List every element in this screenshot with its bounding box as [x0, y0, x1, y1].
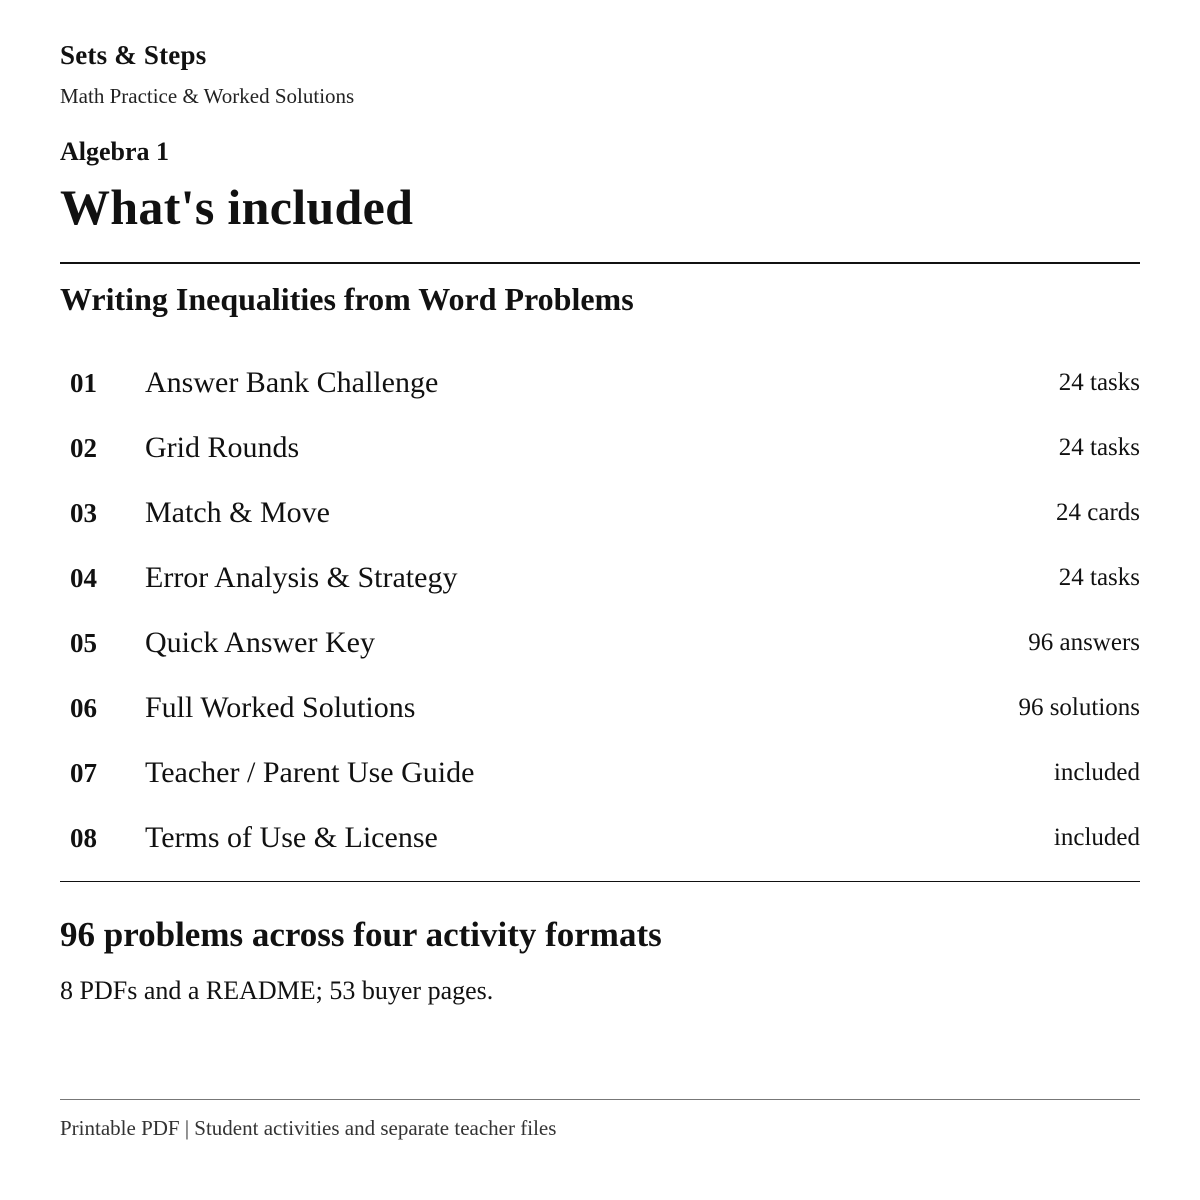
brand-name: Sets & Steps	[60, 40, 207, 70]
item-count: 24 tasks	[1058, 434, 1140, 461]
list-item	[60, 742, 1140, 807]
item-number: 06	[70, 693, 97, 723]
list-item	[60, 417, 1140, 482]
item-number: 02	[70, 433, 97, 463]
subject-label: Algebra 1	[60, 137, 170, 166]
page-title: What's included	[60, 179, 414, 235]
item-label: Match & Move	[145, 496, 330, 529]
summary-text: 8 PDFs and a README; 53 buyer pages.	[60, 976, 494, 1005]
item-label: Full Worked Solutions	[145, 691, 416, 724]
footer-divider	[60, 1099, 1140, 1100]
footer-note: Printable PDF | Student activities and separate teacher files	[60, 1116, 557, 1140]
item-count: 96 answers	[1028, 629, 1140, 656]
list-item	[60, 677, 1140, 742]
contents-divider	[60, 881, 1140, 882]
item-label: Error Analysis & Strategy	[145, 561, 458, 594]
item-number: 01	[70, 368, 97, 398]
item-number: 07	[70, 758, 97, 788]
header-divider	[60, 262, 1140, 264]
item-count: included	[1053, 824, 1140, 851]
item-label: Teacher / Parent Use Guide	[145, 756, 475, 789]
item-number: 05	[70, 628, 97, 658]
item-number: 08	[70, 823, 97, 853]
item-count: 24 tasks	[1058, 564, 1140, 591]
item-label: Answer Bank Challenge	[145, 366, 439, 399]
item-label: Quick Answer Key	[145, 626, 375, 659]
list-item	[60, 482, 1140, 547]
list-item	[60, 612, 1140, 677]
contents-list	[60, 352, 1140, 872]
brand-tagline: Math Practice & Worked Solutions	[60, 84, 355, 108]
item-count: 24 cards	[1056, 499, 1140, 526]
item-label: Grid Rounds	[145, 431, 300, 464]
item-count: included	[1053, 759, 1140, 786]
list-item	[60, 352, 1140, 417]
item-count: 96 solutions	[1018, 694, 1140, 721]
item-number: 04	[70, 563, 97, 593]
summary-title: 96 problems across four activity formats	[60, 915, 662, 954]
list-item	[60, 547, 1140, 612]
item-label: Terms of Use & License	[145, 821, 438, 854]
item-count: 24 tasks	[1058, 369, 1140, 396]
product-page	[60, 0, 1140, 1200]
section-title: Writing Inequalities from Word Problems	[60, 281, 634, 317]
item-number: 03	[70, 498, 97, 528]
list-item	[60, 807, 1140, 872]
